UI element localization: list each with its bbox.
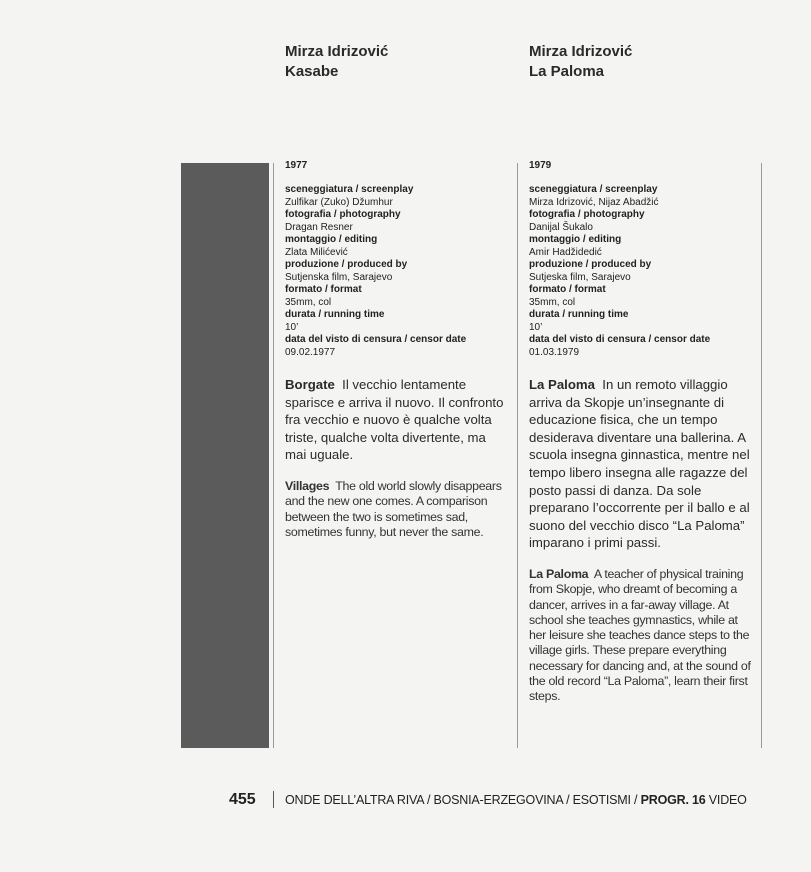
credit-value: Danijal Šukalo	[529, 221, 593, 233]
right-english-text: A teacher of physical training from Skopje, who dreamt of becoming a dancer, arrives in a far-away village. At school she teaches gymnastics, while at her leisure she teaches dance steps to the village girls. These prepare everything necessary for dancing and, at the sound of the old record “La Paloma”, learn their first steps.	[529, 566, 751, 704]
footer-running-head	[285, 793, 747, 807]
credit-label: durata / running time	[529, 309, 629, 320]
credit-value: 35mm, col	[285, 296, 332, 308]
gray-sidebar-block	[181, 163, 269, 748]
credit-value: 35mm, col	[529, 296, 576, 308]
credit-label: montaggio / editing	[285, 234, 378, 245]
footer-section-3: ESOTISMI	[572, 793, 631, 807]
credit-value: Zlata Milićević	[285, 246, 348, 258]
footer-divider	[273, 791, 274, 808]
left-credits	[285, 184, 509, 359]
left-italian-title: Borgate	[285, 377, 335, 392]
left-film-header	[285, 42, 388, 82]
footer-section-4-bold: PROGR. 16	[640, 793, 706, 807]
credit-label: sceneggiatura / screenplay	[529, 184, 658, 195]
credit-value: 01.03.1979	[529, 346, 580, 358]
credit-value: 10’	[285, 321, 299, 333]
footer-separator: /	[634, 793, 638, 807]
right-column	[529, 160, 753, 705]
right-author: Mirza Idrizović	[529, 43, 633, 60]
footer-section-2: BOSNIA-ERZEGOVINA	[433, 793, 563, 807]
left-italian-text: Il vecchio lentamente sparisce e arriva il nuovo. Il confronto fra vecchio e nuovo è qualche volta triste, qualche volta divertente, ma mai uguale.	[285, 377, 504, 463]
credit-value: Sutjenska film, Sarajevo	[285, 271, 393, 283]
credit-value: Mirza Idrizović, Nijaz Abadžić	[529, 196, 659, 208]
credit-value: Dragan Resner	[285, 221, 353, 233]
left-author: Mirza Idrizović	[285, 43, 389, 60]
footer-separator: /	[566, 793, 570, 807]
left-italian-synopsis	[285, 376, 509, 464]
credit-label: fotografia / photography	[285, 209, 401, 220]
credit-label: data del visto di censura / censor date	[529, 334, 711, 345]
left-column-rule	[273, 163, 274, 748]
credit-value: 10’	[529, 321, 543, 333]
left-english-synopsis	[285, 479, 509, 540]
credit-label: montaggio / editing	[529, 234, 622, 245]
right-italian-text: In un remoto villaggio arriva da Skopje un’insegnante di educazione fisica, che un tempo desiderava diventare una ballerina. A scuola insegna ginnastica, mentre nel tempo libero insegna alle ragazze del posto passi di danza. Da sole preparano l’occorrente per il ballo e al suono del vecchio disco “La Paloma” imparano i primi passi.	[529, 377, 750, 551]
credit-value: Sutjeska film, Sarajevo	[529, 271, 631, 283]
credit-label: sceneggiatura / screenplay	[285, 184, 414, 195]
left-english-text: The old world slowly disappears and the new one comes. A comparison between the two is sometimes sad, sometimes funny, but never the same.	[285, 478, 502, 539]
left-year: 1977	[285, 160, 308, 171]
credit-value: Zulfikar (Zuko) Džumhur	[285, 196, 393, 208]
right-english-title: La Paloma	[529, 566, 589, 581]
right-italian-synopsis	[529, 376, 753, 552]
credit-label: fotografia / photography	[529, 209, 645, 220]
credit-label: produzione / produced by	[285, 259, 408, 270]
right-english-synopsis	[529, 567, 753, 705]
right-year: 1979	[529, 160, 552, 171]
middle-column-rule	[517, 163, 518, 748]
page-number: 455	[229, 791, 256, 808]
left-english-title: Villages	[285, 478, 330, 493]
credit-value: Amir Hadžidedić	[529, 246, 602, 258]
right-title: La Paloma	[529, 63, 605, 80]
right-column-rule	[761, 163, 762, 748]
credit-value: 09.02.1977	[285, 346, 336, 358]
right-film-header	[529, 42, 632, 82]
credit-label: formato / format	[285, 284, 362, 295]
footer-section-4-light: VIDEO	[708, 793, 747, 807]
left-title: Kasabe	[285, 63, 339, 80]
credit-label: data del visto di censura / censor date	[285, 334, 467, 345]
credit-label: durata / running time	[285, 309, 385, 320]
credit-label: produzione / produced by	[529, 259, 652, 270]
right-credits	[529, 184, 753, 359]
credit-label: formato / format	[529, 284, 606, 295]
right-italian-title: La Paloma	[529, 377, 595, 392]
left-column	[285, 160, 509, 540]
footer-separator: /	[426, 793, 431, 807]
footer-section-1: ONDE DELL’ALTRA RIVA	[285, 793, 424, 807]
